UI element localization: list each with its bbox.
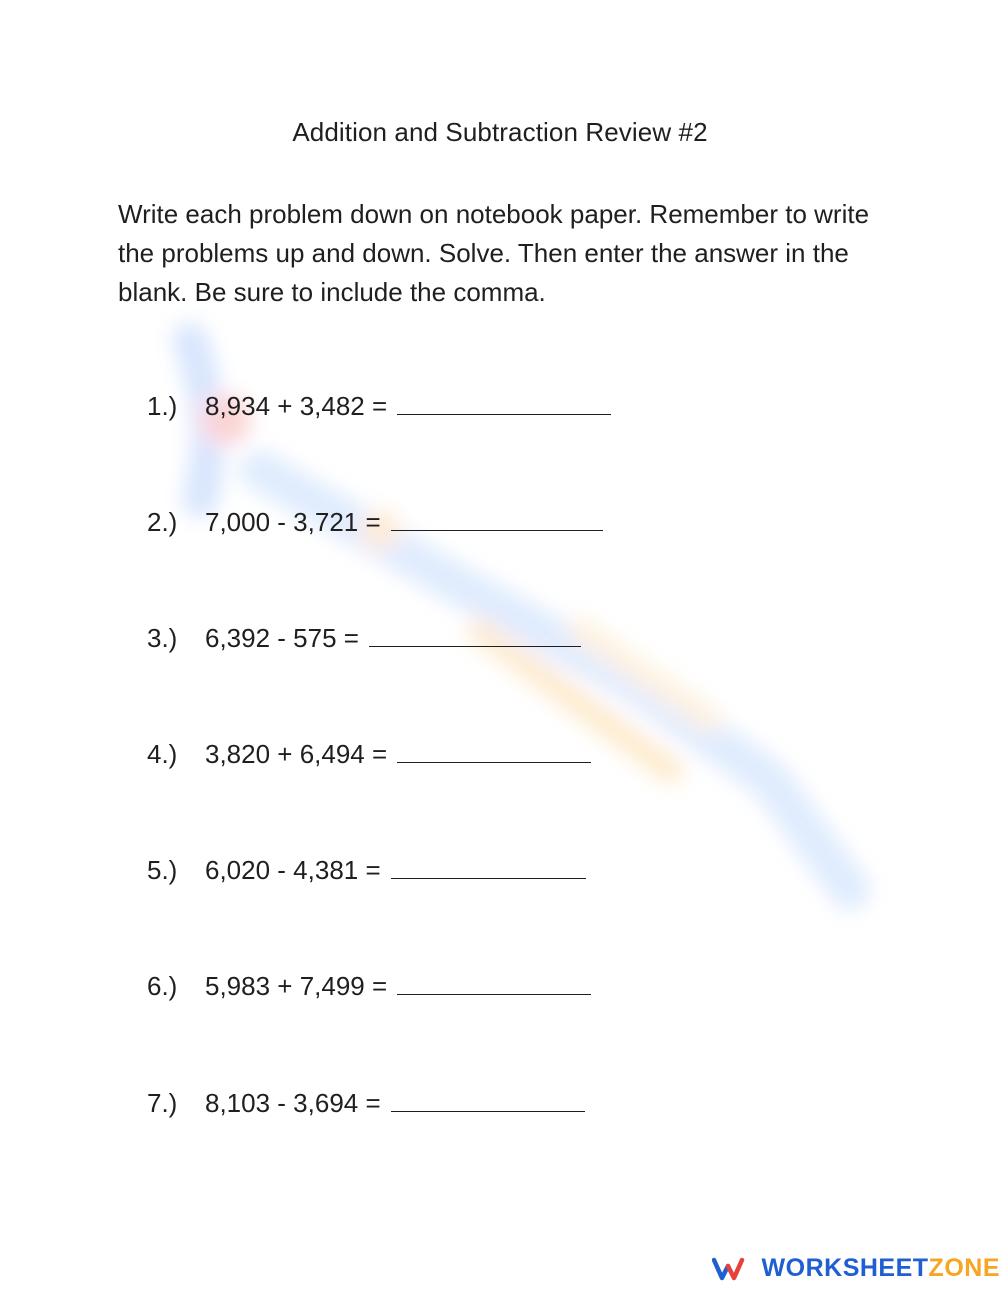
answer-blank[interactable]: [397, 972, 591, 995]
problem-number: 7.): [147, 1088, 178, 1118]
problem-expression: 6,392 - 575 =: [205, 623, 359, 653]
worksheetzone-brand[interactable]: [712, 1254, 1000, 1283]
problem-expression: 5,983 + 7,499 =: [205, 971, 388, 1001]
problem-6: [147, 971, 591, 1002]
problem-4: [147, 739, 591, 770]
problem-number: 3.): [147, 623, 178, 653]
problem-number: 2.): [147, 507, 178, 537]
problem-number: 4.): [147, 739, 178, 769]
problem-3: [147, 623, 581, 654]
brand-text-worksheet: WORKSHEET: [761, 1254, 929, 1282]
worksheetzone-w-icon: [712, 1256, 750, 1282]
answer-blank[interactable]: [397, 392, 611, 415]
instructions-text: Write each problem down on notebook paper. Remember to write the problems up and down. Solve. Then enter the answer in the blank. Be sure to include the comma.: [118, 199, 870, 307]
answer-blank[interactable]: [391, 1089, 585, 1112]
problem-number: 1.): [147, 391, 178, 421]
brand-text-zone: ZONE: [928, 1254, 1000, 1282]
problem-2: [147, 507, 603, 538]
worksheet-title: Addition and Subtraction Review #2: [292, 117, 708, 147]
problem-number: 6.): [147, 971, 178, 1001]
problem-7: [147, 1088, 585, 1119]
problem-expression: 3,820 + 6,494 =: [205, 739, 388, 769]
problem-expression: 6,020 - 4,381 =: [205, 855, 381, 885]
answer-blank[interactable]: [391, 508, 603, 531]
problem-5: [147, 855, 586, 886]
problem-expression: 7,000 - 3,721 =: [205, 507, 381, 537]
problem-expression: 8,934 + 3,482 =: [205, 391, 388, 421]
problem-number: 5.): [147, 855, 178, 885]
answer-blank[interactable]: [369, 624, 581, 647]
answer-blank[interactable]: [397, 740, 591, 763]
problem-1: [147, 391, 611, 422]
answer-blank[interactable]: [391, 856, 586, 879]
problem-expression: 8,103 - 3,694 =: [205, 1088, 381, 1118]
